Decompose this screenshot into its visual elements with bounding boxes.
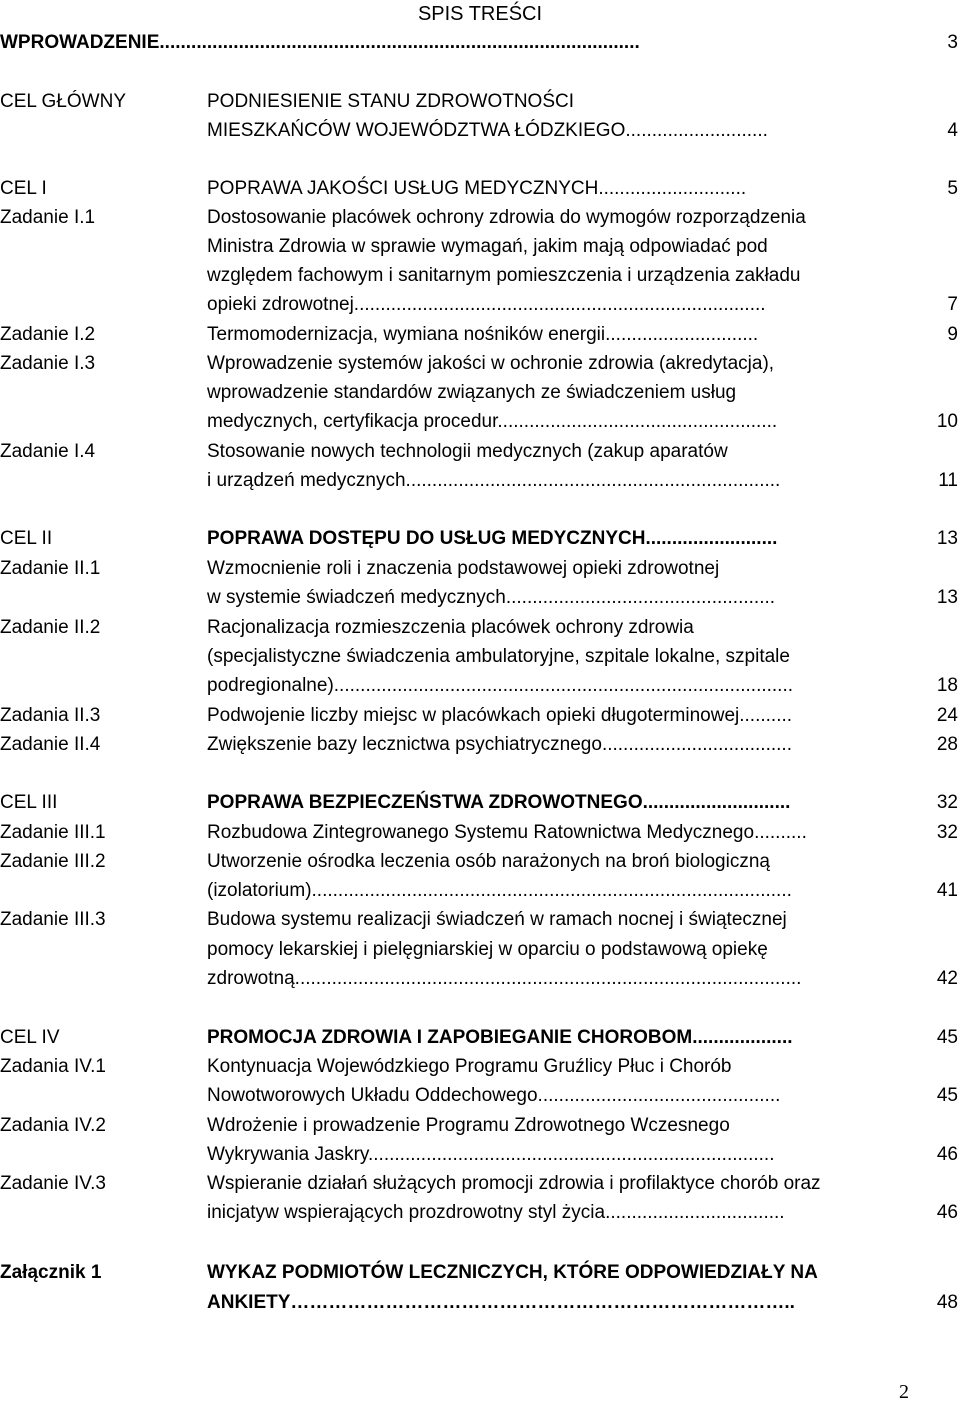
toc-entry — [0, 876, 960, 905]
toc-entry-text: pomocy lekarskiej i pielęgniarskiej w oparciu o podstawową opiekę — [207, 939, 768, 960]
toc-entry — [0, 437, 960, 466]
toc-entry-text: (izolatorium)........................................................................................... — [207, 880, 792, 901]
toc-entry-page: 28 — [936, 734, 958, 755]
toc-entry — [0, 1023, 960, 1052]
toc-entry-text: zdrowotną................................................................................................ — [207, 968, 802, 989]
toc-entry — [0, 642, 960, 671]
toc-entry-page: 42 — [936, 968, 958, 989]
toc-entry — [0, 349, 960, 378]
toc-entry-page: 10 — [936, 411, 958, 432]
toc-entry — [0, 116, 960, 145]
toc-entry — [0, 847, 960, 876]
toc-entry-text: opieki zdrowotnej.............................................................................. — [207, 294, 766, 315]
toc-entry-text: Ministra Zdrowia w sprawie wymagań, jakim mają odpowiadać pod — [207, 236, 768, 257]
toc-entry — [0, 1111, 960, 1140]
toc-entry — [0, 1052, 960, 1081]
toc-entry — [0, 466, 960, 495]
toc-entry-text: Budowa systemu realizacji świadczeń w ramach nocnej i świątecznej — [207, 909, 787, 930]
toc-entry-text: względem fachowym i sanitarnym pomieszczenia i urządzenia zakładu — [207, 265, 801, 286]
toc-entry — [0, 320, 960, 349]
toc-entry-text: Kontynuacja Wojewódzkiego Programu Gruźlicy Płuc i Chorób — [207, 1056, 732, 1077]
toc-entry — [0, 818, 960, 847]
toc-entry-label: CEL I — [0, 178, 47, 199]
toc-entry — [0, 232, 960, 261]
toc-entry-page: 24 — [936, 705, 958, 726]
toc-entry-text: POPRAWA BEZPIECZEŃSTWA ZDROWOTNEGO............................ — [207, 792, 791, 813]
toc-entry-page: 5 — [947, 178, 958, 199]
toc-entry — [0, 261, 960, 290]
toc-entry-page: 46 — [936, 1202, 958, 1223]
toc-entry-text: Wspieranie działań służących promocji zdrowia i profilaktyce chorób oraz — [207, 1173, 821, 1194]
toc-entry-label: Zadanie IV.3 — [0, 1173, 106, 1194]
toc-entry-text: Wykrywania Jaskry............................................................................. — [207, 1144, 775, 1165]
toc-entry-text: i urządzeń medycznych....................................................................... — [207, 470, 781, 491]
toc-entry — [0, 28, 960, 57]
toc-entry-page: 18 — [936, 675, 958, 696]
toc-entry-page: 45 — [936, 1085, 958, 1106]
toc-entry-text: POPRAWA DOSTĘPU DO USŁUG MEDYCZNYCH......................... — [207, 528, 778, 549]
toc-entry-label: Zadanie I.3 — [0, 353, 96, 374]
toc-entry-page: 11 — [938, 470, 958, 491]
toc-entry — [0, 524, 960, 553]
toc-entry — [0, 1169, 960, 1198]
toc-entry — [0, 964, 960, 993]
toc-entry-label: Zadania II.3 — [0, 705, 101, 726]
toc-entry-text: MIESZKAŃCÓW WOJEWÓDZTWA ŁÓDZKIEGO........................... — [207, 120, 768, 141]
toc-entry-label: Zadanie III.2 — [0, 851, 106, 872]
toc-entry-text: Nowotworowych Układu Oddechowego.............................................. — [207, 1085, 781, 1106]
toc-entry — [0, 203, 960, 232]
toc-entry-label: CEL II — [0, 528, 53, 549]
toc-entry-text: Wzmocnienie roli i znaczenia podstawowej opieki zdrowotnej — [207, 558, 720, 579]
toc-entry-text: Podwojenie liczby miejsc w placówkach opieki długoterminowej.......... — [207, 705, 793, 726]
page-title: SPIS TREŚCI — [417, 3, 543, 25]
toc-entry — [0, 701, 960, 730]
toc-entry-text: wprowadzenie standardów związanych ze świadczeniem usług — [207, 382, 737, 403]
toc-entry-text: Utworzenie ośrodka leczenia osób narażonych na broń biologiczną — [207, 851, 770, 872]
toc-entry-page: 41 — [936, 880, 958, 901]
toc-entry-text: Zwiększenie bazy lecznictwa psychiatrycznego.................................... — [207, 734, 792, 755]
toc-entry-label: CEL GŁÓWNY — [0, 91, 126, 112]
toc-entry-text: podregionalne)....................................................................................... — [207, 675, 794, 696]
toc-entry-text: w systemie świadczeń medycznych................................................... — [207, 587, 776, 608]
toc-entry-label: Zadanie II.1 — [0, 558, 101, 579]
toc-entry-text: medycznych, certyfikacja procedur..................................................... — [207, 411, 778, 432]
toc-entry-page: 9 — [947, 324, 958, 345]
toc-entry — [0, 554, 960, 583]
toc-entry-page: 45 — [936, 1027, 958, 1048]
toc-entry — [0, 407, 960, 436]
toc-entry — [0, 1288, 960, 1317]
toc-entry-text: inicjatyw wspierających prozdrowotny styl życia.................................. — [207, 1202, 785, 1223]
toc-entry — [0, 905, 960, 934]
toc-entry-text: Stosowanie nowych technologii medycznych (zakup aparatów — [207, 441, 728, 462]
toc-entry-text: Wdrożenie i prowadzenie Programu Zdrowotnego Wczesnego — [207, 1115, 730, 1136]
toc-entry-text: PODNIESIENIE STANU ZDROWOTNOŚCI — [207, 91, 575, 112]
toc-entry — [0, 1140, 960, 1169]
toc-entry-label: Zadanie III.1 — [0, 822, 106, 843]
toc-entry-text: Racjonalizacja rozmieszczenia placówek ochrony zdrowia — [207, 617, 694, 638]
toc-entry — [0, 935, 960, 964]
toc-entry-label: Zadanie II.4 — [0, 734, 101, 755]
toc-entry — [0, 290, 960, 319]
toc-entry-page: 4 — [947, 120, 958, 141]
toc-entry — [0, 583, 960, 612]
toc-entry-page: 3 — [947, 32, 958, 53]
toc-entry — [0, 1258, 960, 1287]
toc-entry-text: Dostosowanie placówek ochrony zdrowia do wymogów rozporządzenia — [207, 207, 806, 228]
toc-entry — [0, 613, 960, 642]
toc-entry-text: Rozbudowa Zintegrowanego Systemu Ratownictwa Medycznego.......... — [207, 822, 807, 843]
toc-entry-text: (specjalistyczne świadczenia ambulatoryjne, szpitale lokalne, szpitale — [207, 646, 790, 667]
toc-entry-page: 32 — [936, 822, 958, 843]
toc-entry-label: Zadanie I.4 — [0, 441, 96, 462]
toc-entry — [0, 1081, 960, 1110]
toc-entry-label: Zadanie II.2 — [0, 617, 101, 638]
toc-entry-text: WYKAZ PODMIOTÓW LECZNICZYCH, KTÓRE ODPOWIEDZIAŁY NA — [207, 1262, 818, 1283]
toc-entry — [0, 788, 960, 817]
toc-entry — [0, 671, 960, 700]
toc-entry-text: POPRAWA JAKOŚCI USŁUG MEDYCZNYCH............................ — [207, 178, 747, 199]
toc-entry-label: Zadanie III.3 — [0, 909, 106, 930]
toc-entry-text: Termomodernizacja, wymiana nośników energii............................. — [207, 324, 759, 345]
toc-entry-page: 13 — [936, 587, 958, 608]
toc-entry-label: CEL III — [0, 792, 58, 813]
page-number: 2 — [899, 1381, 909, 1403]
toc-entry — [0, 378, 960, 407]
toc-entry-page: 48 — [936, 1292, 958, 1313]
toc-entry-label: Zadanie I.1 — [0, 207, 96, 228]
toc-entry-page: 46 — [936, 1144, 958, 1165]
toc-entry-text: ANKIETY…………………………………………………………………….. — [207, 1292, 795, 1313]
toc-entry-label: Zadania IV.1 — [0, 1056, 106, 1077]
toc-entry-label: CEL IV — [0, 1027, 60, 1048]
toc-entry-text: WPROWADZENIE........................................................................................... — [0, 32, 640, 53]
toc-entry — [0, 1198, 960, 1227]
toc-entry-label: Zadanie I.2 — [0, 324, 96, 345]
toc-entry-page: 32 — [936, 792, 958, 813]
toc-entry-label: Zadania IV.2 — [0, 1115, 106, 1136]
toc-entry-label: Załącznik 1 — [0, 1262, 102, 1283]
toc-entry-page: 13 — [936, 528, 958, 549]
toc-entry-page: 7 — [947, 294, 958, 315]
toc-entry-text: Wprowadzenie systemów jakości w ochronie zdrowia (akredytacja), — [207, 353, 775, 374]
toc-entry — [0, 87, 960, 116]
toc-entry — [0, 174, 960, 203]
toc-entry — [0, 730, 960, 759]
toc-entry-text: PROMOCJA ZDROWIA I ZAPOBIEGANIE CHOROBOM................... — [207, 1027, 793, 1048]
